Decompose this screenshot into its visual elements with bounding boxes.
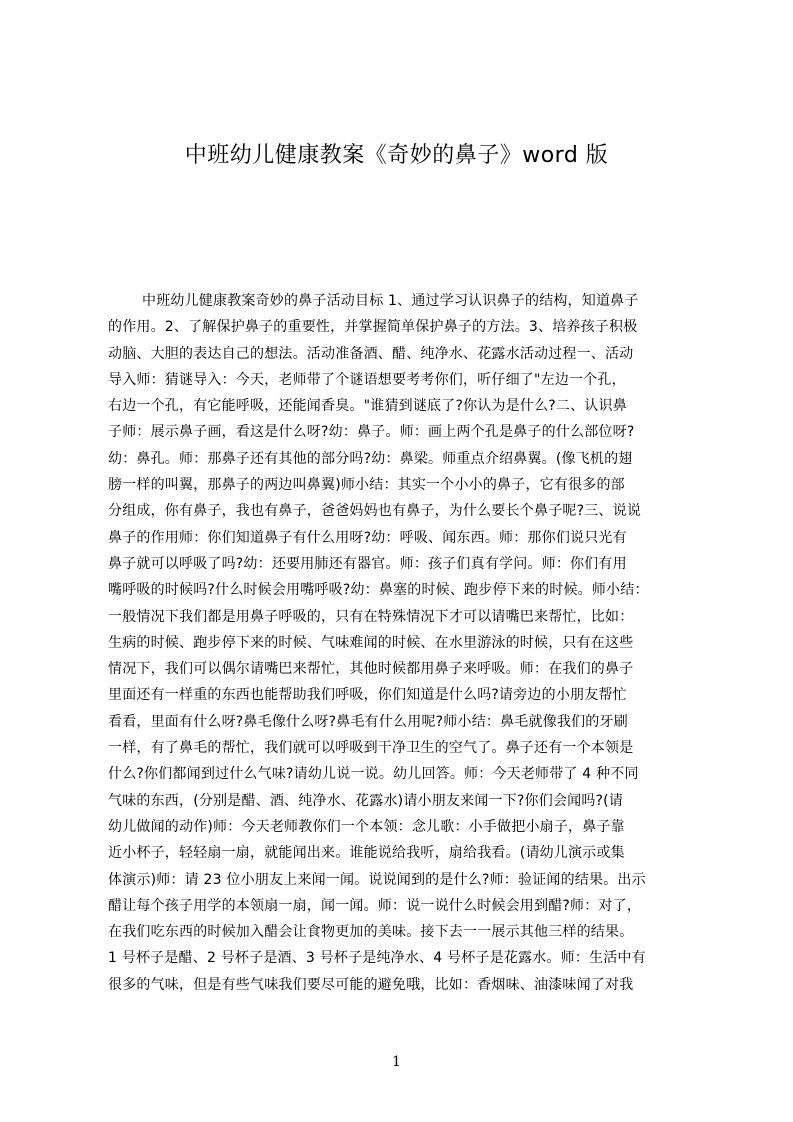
body-line: 1 号杯子是醋、2 号杯子是酒、3 号杯子是纯净水、4 号杯子是花露水。师：生活中有 <box>108 950 646 967</box>
body-line: 右边一个孔，有它能呼吸，还能闻香臭。"谁猜到谜底了?你认为是什么?二、认识鼻 <box>108 398 627 415</box>
body-line: 生病的时候、跑步停下来的时候、气味难闻的时候、在水里游泳的时候，只有在这些 <box>108 634 634 651</box>
body-line: 幼儿做闻的动作)师：今天老师教你们一个本领：念儿歌：小手做把小扇子，鼻子靠 <box>108 818 625 835</box>
body-line: 里面还有一样重的东西也能帮助我们呼吸，你们知道是什么吗?请旁边的小朋友帮忙 <box>108 687 627 704</box>
body-line: 什么?你们都闻到过什么气味?请幼儿说一说。幼儿回答。师：今天老师带了 4 种不同 <box>108 766 639 783</box>
document-title: 中班幼儿健康教案《奇妙的鼻子》word 版 <box>184 143 609 168</box>
document-body <box>108 288 698 1043</box>
body-line: 的作用。2、了解保护鼻子的重要性，并掌握简单保护鼻子的方法。3、培养孩子积极 <box>108 319 638 336</box>
body-line: 气味的东西，(分别是醋、酒、纯净水、花露水)请小朋友来闻一下?你们会闻吗?(请 <box>108 792 624 809</box>
body-line: 一样，有了鼻毛的帮忙，我们就可以呼吸到干净卫生的空气了。鼻子还有一个本领是 <box>108 740 634 757</box>
body-line: 鼻子的作用师：你们知道鼻子有什么用呀?幼：呼吸、闻东西。师：那你们说只光有 <box>108 529 627 546</box>
body-line: 中班幼儿健康教案奇妙的鼻子活动目标 1、通过学习认识鼻子的结构，知道鼻子 <box>142 293 639 309</box>
body-line: 膀一样的叫翼，那鼻子的两边叫鼻翼)师小结：其实一个小小的鼻子，它有很多的部 <box>108 477 625 494</box>
body-line: 很多的气味，但是有些气味我们要尽可能的避免哦，比如：香烟味、油漆味闻了对我 <box>108 976 634 993</box>
page-number: 1 <box>392 1054 401 1070</box>
body-line: 一般情况下我们都是用鼻子呼吸的，只有在特殊情况下才可以请嘴巴来帮忙，比如： <box>108 608 634 625</box>
body-line: 在我们吃东西的时候加入醋会让食物更加的美味。接下去一一展示其他三样的结果。 <box>108 924 634 941</box>
body-line: 看看，里面有什么呀?鼻毛像什么呀?鼻毛有什么用呢?师小结：鼻毛就像我们的牙刷 <box>108 713 628 730</box>
body-line: 分组成，你有鼻子，我也有鼻子，爸爸妈妈也有鼻子，为什么要长个鼻子呢?三、说说 <box>108 503 642 520</box>
body-line: 子师：展示鼻子画，看这是什么呀?幼：鼻子。师：画上两个孔是鼻子的什么部位呀? <box>108 424 635 441</box>
body-line: 动脑、大胆的表达自己的想法。活动准备酒、醋、纯净水、花露水活动过程一、活动 <box>108 345 634 362</box>
body-line: 醋让每个孩子用学的本领扇一扇，闻一闻。师：说一说什么时候会用到醋?师：对了， <box>108 897 642 914</box>
body-line: 幼：鼻孔。师：那鼻子还有其他的部分吗?幼：鼻梁。师重点介绍鼻翼。(像飞机的翅 <box>108 450 633 467</box>
body-line: 体演示)师：请 23 位小朋友上来闻一闻。说说闻到的是什么?师：验证闻的结果。出示 <box>108 871 646 888</box>
body-line: 嘴呼吸的时候吗?什么时候会用嘴呼吸?幼：鼻塞的时候、跑步停下来的时候。师小结： <box>108 582 649 599</box>
body-line: 鼻子就可以呼吸了吗?幼：还要用肺还有器官。师：孩子们真有学问。师：你们有用 <box>108 555 627 572</box>
body-line: 近小杯子，轻轻扇一扇，就能闻出来。谁能说给我听，扇给我看。(请幼儿演示或集 <box>108 845 625 862</box>
body-line: 情况下，我们可以偶尔请嘴巴来帮忙，其他时候都用鼻子来呼吸。师：在我们的鼻子 <box>108 661 634 678</box>
body-line: 导入师：猜谜导入：今天，老师带了个谜语想要考考你们，听仔细了"左边一个孔， <box>108 371 626 388</box>
